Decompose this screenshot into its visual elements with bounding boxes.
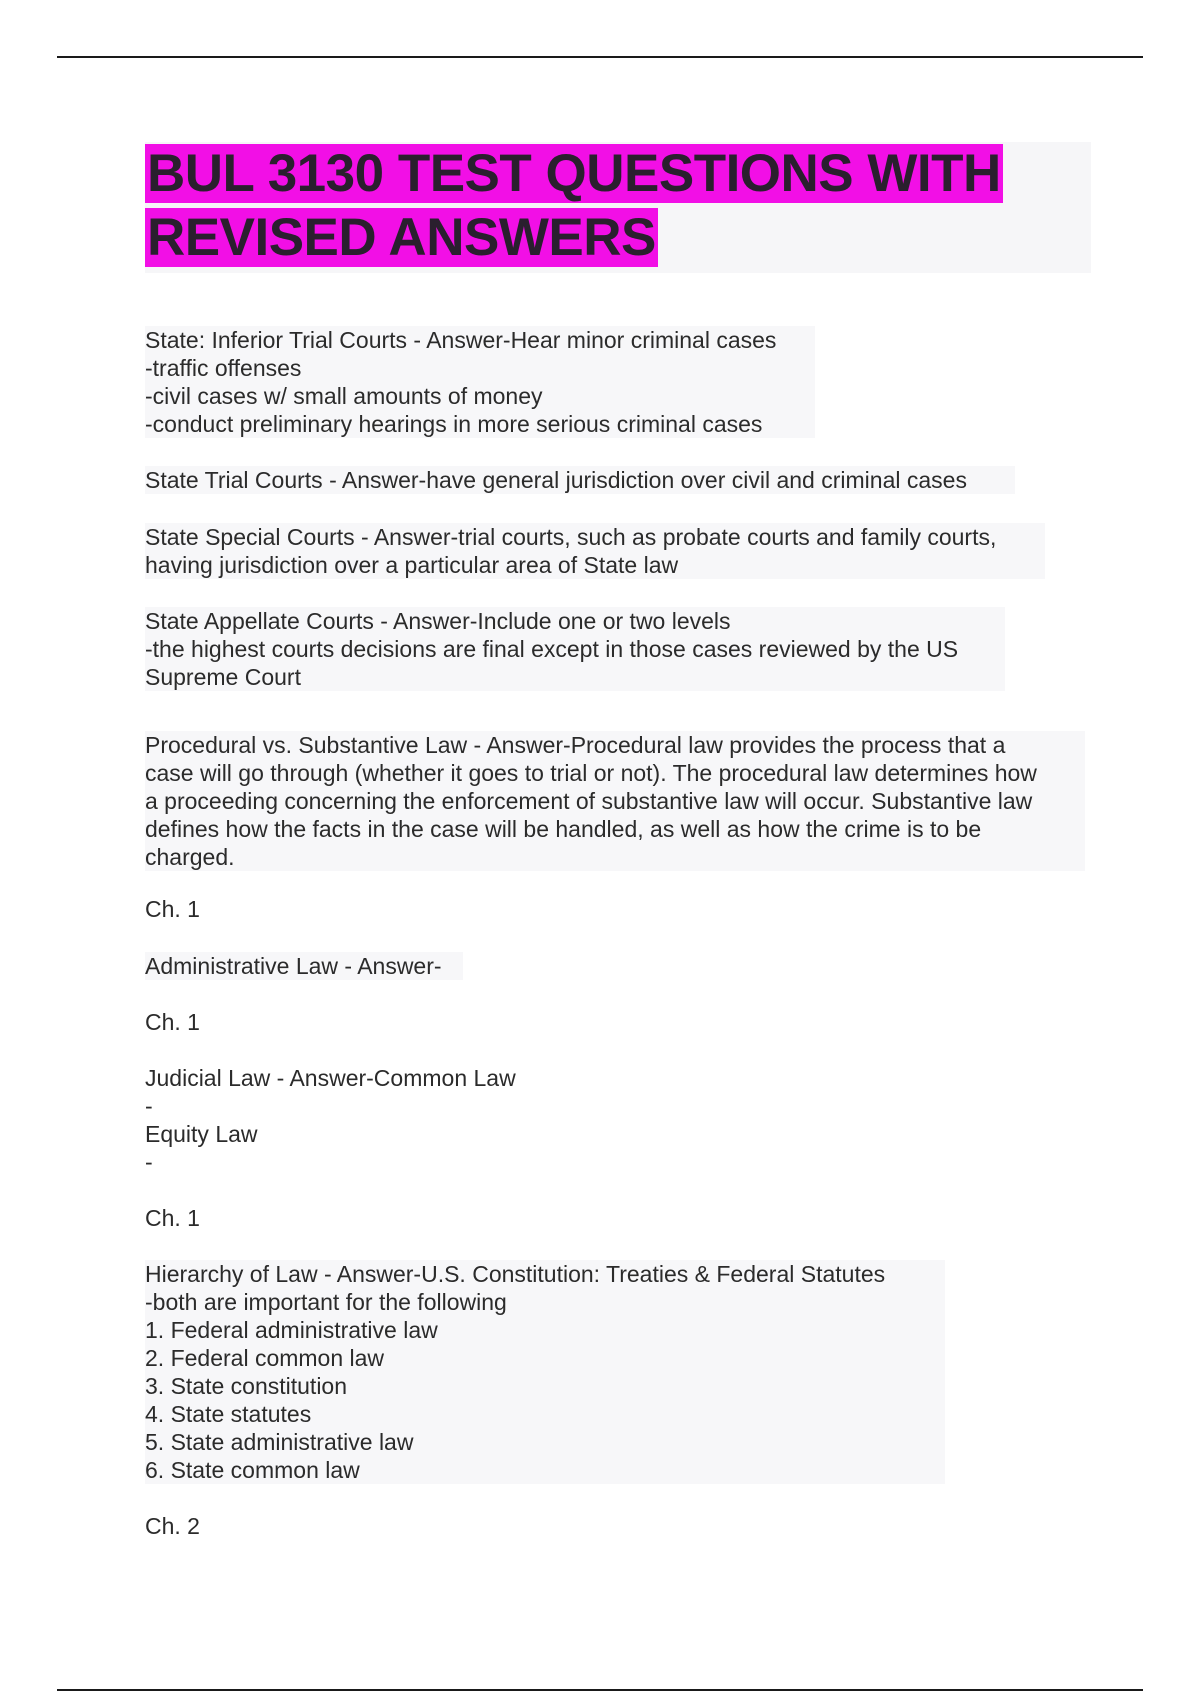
qa-entry	[145, 731, 1085, 871]
entry-line: Judicial Law - Answer-Common Law	[145, 1065, 516, 1091]
entry-line: 6. State common law	[145, 1457, 360, 1483]
entry-line: -both are important for the following	[145, 1289, 507, 1315]
entry-line: Procedural vs. Substantive Law - Answer-Procedural law provides the process that a	[145, 732, 1006, 758]
qa-entry	[145, 523, 1045, 579]
chapter-label	[145, 1008, 200, 1036]
entry-line: State Appellate Courts - Answer-Include one or two levels	[145, 608, 731, 634]
entry-line: -the highest courts decisions are final except in those cases reviewed by the US	[145, 636, 959, 662]
entry-line: State: Inferior Trial Courts - Answer-Hear minor criminal cases	[145, 327, 777, 353]
qa-entry	[145, 952, 463, 980]
entry-line: 2. Federal common law	[145, 1345, 385, 1371]
entry-line: -	[145, 1149, 153, 1175]
entry-line: -traffic offenses	[145, 355, 302, 381]
chapter-label	[145, 1204, 200, 1232]
entry-line: Hierarchy of Law - Answer-U.S. Constitution: Treaties & Federal Statutes	[145, 1261, 886, 1287]
entry-line: Ch. 1	[145, 896, 200, 922]
document-title	[145, 142, 1091, 270]
entry-line: Equity Law	[145, 1121, 258, 1147]
entry-line: Ch. 1	[145, 1009, 200, 1035]
qa-entry	[145, 326, 815, 438]
qa-entry	[145, 607, 1005, 691]
entry-line: 1. Federal administrative law	[145, 1317, 438, 1343]
chapter-label	[145, 895, 200, 923]
entry-line: State Special Courts - Answer-trial courts, such as probate courts and family courts,	[145, 524, 997, 550]
entry-line: 5. State administrative law	[145, 1429, 414, 1455]
entry-line: a proceeding concerning the enforcement of substantive law will occur. Substantive law	[145, 788, 1033, 814]
entry-line: -civil cases w/ small amounts of money	[145, 383, 543, 409]
entry-line: Ch. 2	[145, 1513, 200, 1539]
entry-line: Administrative Law - Answer-	[145, 953, 442, 979]
entry-line: 3. State constitution	[145, 1373, 348, 1399]
entry-line: Supreme Court	[145, 664, 301, 690]
entry-line: having jurisdiction over a particular area of State law	[145, 552, 679, 578]
qa-entry	[145, 1260, 945, 1484]
entry-line: -conduct preliminary hearings in more serious criminal cases	[145, 411, 763, 437]
title-line: REVISED ANSWERS	[147, 208, 656, 267]
entry-line: case will go through (whether it goes to trial or not). The procedural law determines how	[145, 760, 1037, 786]
entry-line: Ch. 1	[145, 1205, 200, 1231]
chapter-label	[145, 1512, 200, 1540]
entry-line: State Trial Courts - Answer-have general jurisdiction over civil and criminal cases	[145, 467, 967, 493]
title-line: BUL 3130 TEST QUESTIONS WITH	[147, 144, 1001, 203]
entry-line: defines how the facts in the case will be handled, as well as how the crime is to be	[145, 816, 982, 842]
entry-line: -	[145, 1093, 153, 1119]
top-rule	[57, 56, 1143, 58]
qa-entry	[145, 466, 1015, 494]
title-block	[145, 142, 1091, 273]
entry-line: charged.	[145, 844, 235, 870]
bottom-rule	[57, 1689, 1143, 1691]
entry-line: 4. State statutes	[145, 1401, 312, 1427]
qa-entry	[145, 1064, 545, 1176]
